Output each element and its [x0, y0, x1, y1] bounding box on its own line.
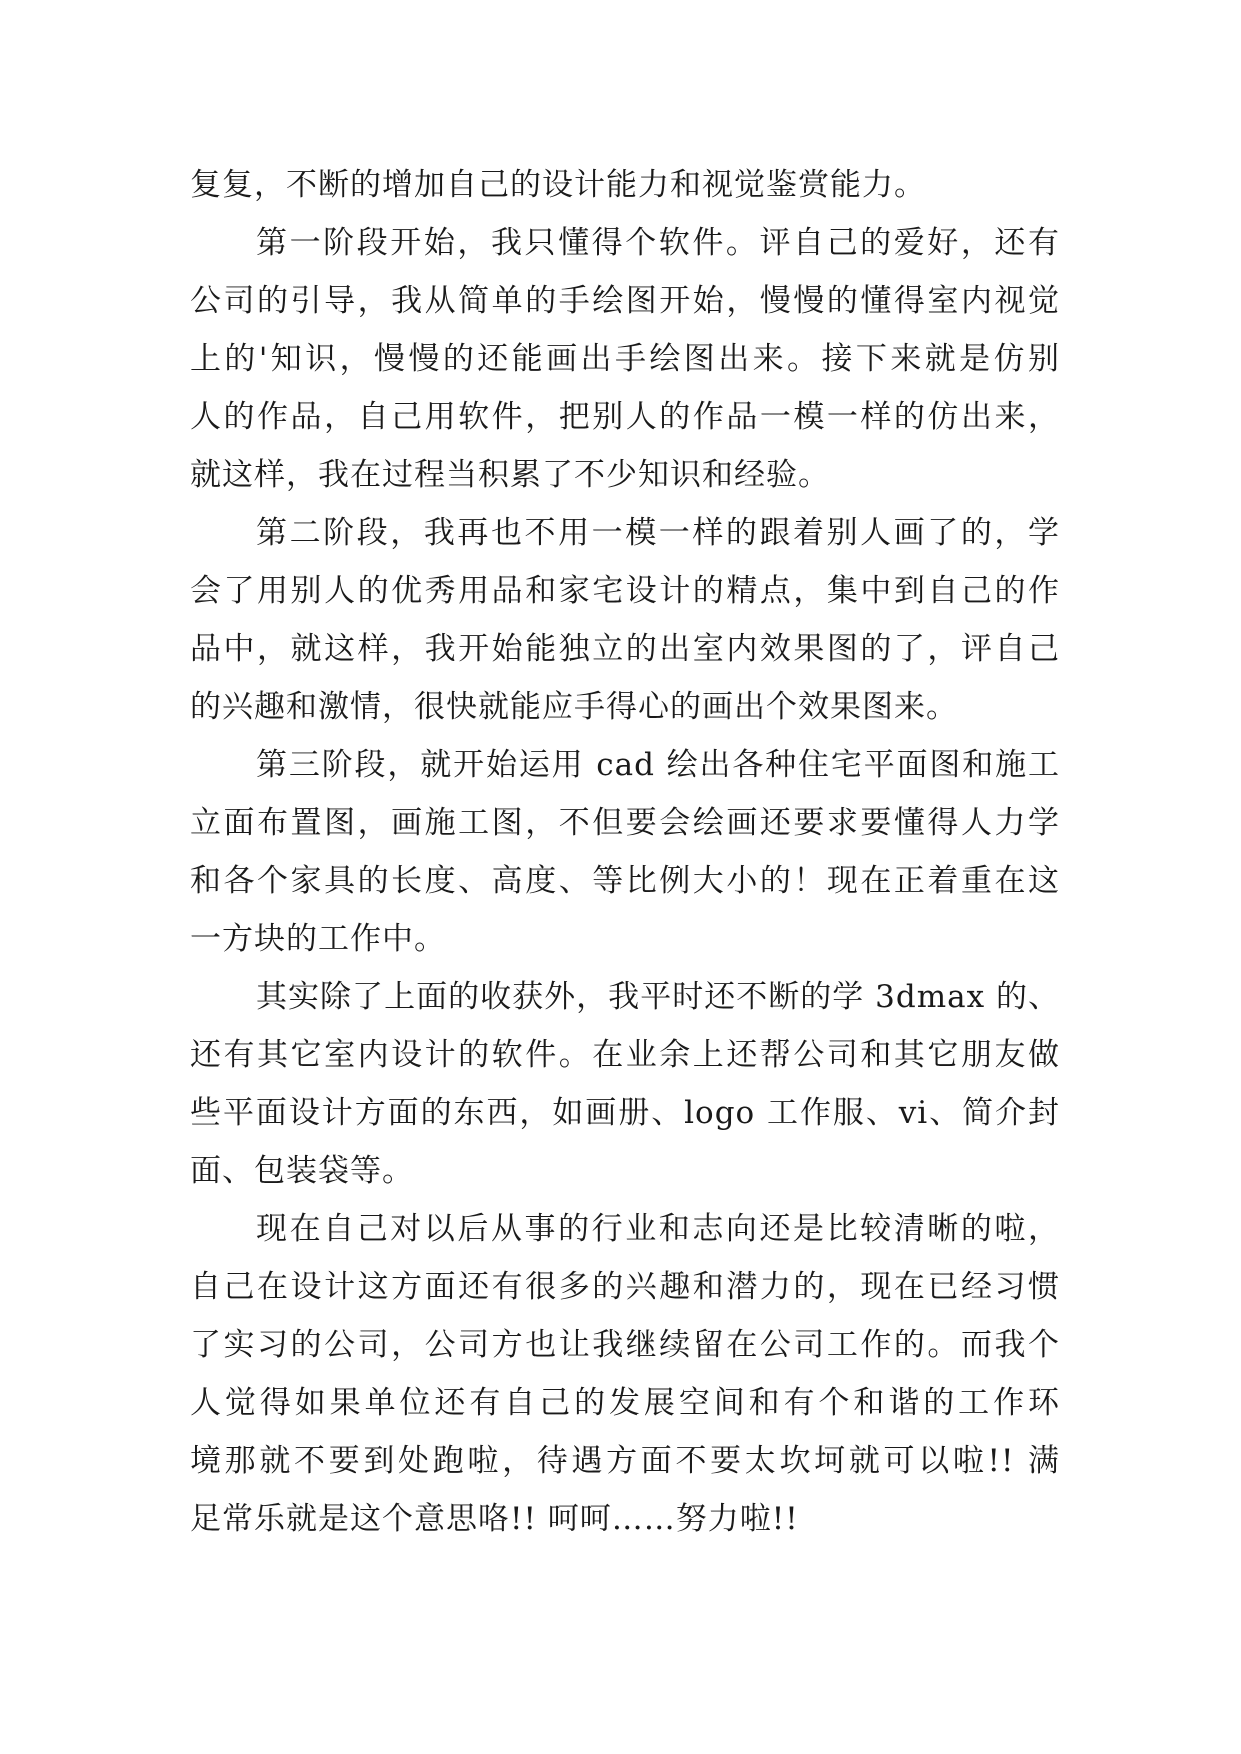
text-line: 上的'知识，慢慢的还能画出手绘图出来。接下来就是仿别	[190, 341, 1060, 377]
text-line: 会了用别人的优秀用品和家宅设计的精点，集中到自己的作	[190, 573, 1060, 609]
text-line: 立面布置图，画施工图，不但要会绘画还要求要懂得人力学	[190, 805, 1060, 841]
text-line: 面、包装袋等。	[190, 1153, 414, 1189]
text-line: 第一阶段开始，我只懂得个软件。评自己的爱好，还有	[256, 225, 1060, 261]
text-line: 人觉得如果单位还有自己的发展空间和有个和谐的工作环	[190, 1385, 1060, 1421]
text-line: 还有其它室内设计的软件。在业余上还帮公司和其它朋友做	[190, 1037, 1060, 1073]
document-body	[190, 156, 1060, 1548]
text-line: 些平面设计方面的东西，如画册、logo 工作服、vi、简介封	[190, 1095, 1060, 1131]
text-line: 的兴趣和激情，很快就能应手得心的画出个效果图来。	[190, 689, 958, 725]
text-line: 自己在设计这方面还有很多的兴趣和潜力的，现在已经习惯	[190, 1269, 1060, 1305]
text-line: 第二阶段，我再也不用一模一样的跟着别人画了的，学	[256, 515, 1060, 551]
text-line: 现在自己对以后从事的行业和志向还是比较清晰的啦，	[256, 1211, 1060, 1247]
text-line: 公司的引导，我从简单的手绘图开始，慢慢的懂得室内视觉	[190, 283, 1060, 319]
text-line: 第三阶段，就开始运用 cad 绘出各种住宅平面图和施工	[256, 747, 1060, 783]
text-line: 复复，不断的增加自己的设计能力和视觉鉴赏能力。	[190, 167, 926, 203]
text-line: 其实除了上面的收获外，我平时还不断的学 3dmax 的、	[256, 979, 1060, 1015]
text-line: 人的作品，自己用软件，把别人的作品一模一样的仿出来，	[190, 399, 1060, 435]
text-line: 一方块的工作中。	[190, 921, 446, 957]
text-line: 足常乐就是这个意思咯!! 呵呵……努力啦!!	[190, 1501, 799, 1537]
text-line: 就这样，我在过程当积累了不少知识和经验。	[190, 457, 830, 493]
text-line: 和各个家具的长度、高度、等比例大小的！现在正着重在这	[190, 863, 1060, 899]
text-line: 品中，就这样，我开始能独立的出室内效果图的了，评自己	[190, 631, 1060, 667]
text-line: 境那就不要到处跑啦，待遇方面不要太坎坷就可以啦!! 满	[190, 1443, 1060, 1479]
text-line: 了实习的公司，公司方也让我继续留在公司工作的。而我个	[190, 1327, 1060, 1363]
